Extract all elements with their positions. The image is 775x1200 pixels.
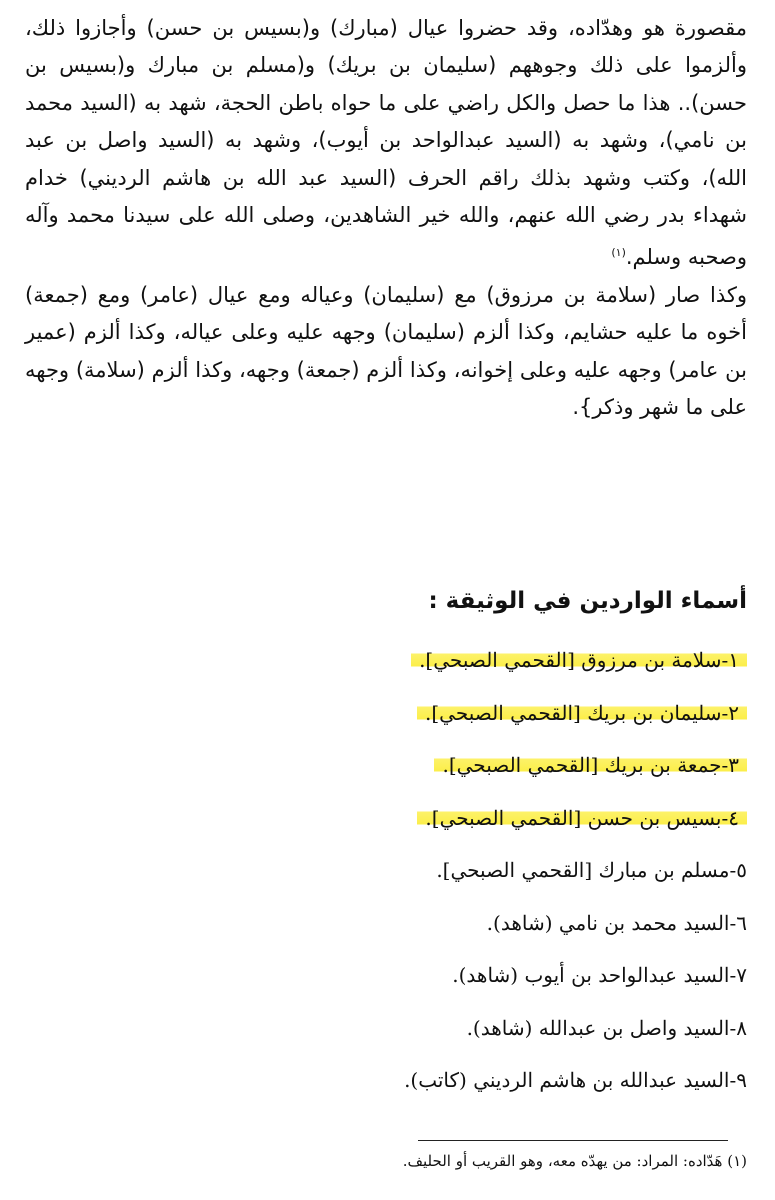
footnote: (١) هَدّاده: المراد: من يهدّه معه، وهو القريب أو الحليف.	[402, 1152, 747, 1170]
footnote-divider	[418, 1140, 728, 1141]
name-item	[147, 1054, 747, 1107]
names-list	[147, 634, 747, 1107]
name-item	[147, 687, 747, 740]
name-text: ٥-مسلم بن مبارك [القحمي الصبحي].	[436, 858, 747, 882]
section-heading: أسماء الواردين في الوثيقة :	[428, 588, 747, 614]
name-item	[147, 739, 747, 792]
name-item	[147, 1002, 747, 1055]
name-item	[147, 897, 747, 950]
name-text: ٧-السيد عبدالواحد بن أيوب (شاهد).	[452, 963, 747, 987]
highlighted-name: ٣-جمعة بن بريك [القحمي الصبحي].	[434, 753, 747, 777]
name-item	[147, 792, 747, 845]
footnote-reference: (١)	[611, 246, 626, 260]
name-item	[147, 949, 747, 1002]
name-item	[147, 634, 747, 687]
paragraph-1-text: مقصورة هو وهدّاده، وقد حضروا عيال (مبارك) و(بسيس بن حسن) وأجازوا ذلك، وألزموا على ذلك وجوههم (سليمان بن بريك) و(مسلم بن مبارك و(بسيس بن حسن).. هذا ما حصل والكل راضي على ما حواه باطن الحجة، شهد به (السيد محمد بن نامي)، وشهد به (السيد عبدالواحد بن أيوب)، وشهد به (السيد واصل بن عبد الله)، وكتب وشهد بذلك راقم الحرف (السيد عبد الله بن هاشم الرديني) خدام شهداء بدر رضي الله عنهم، والله خير الشاهدين، وصلى الله على سيدنا محمد وآله وصحبه وسلم.	[25, 16, 747, 270]
highlighted-name: ١-سلامة بن مرزوق [القحمي الصبحي].	[411, 648, 747, 672]
paragraph-2: وكذا صار (سلامة بن مرزوق) مع (سليمان) وعياله ومع عيال (عامر) ومع (جمعة) أخوه ما عليه حشايم، وكذا ألزم (سليمان) وجهه عليه وعلى عياله، وكذا ألزم (عمير بن عامر) وجهه عليه وعلى إخوانه، وكذا ألزم (جمعة) وجهه، وكذا ألزم (سلامة) وجهه على ما شهر وذكر}.	[25, 282, 747, 420]
highlighted-name: ٤-بسيس بن حسن [القحمي الصبحي].	[417, 806, 747, 830]
body-text	[25, 10, 747, 426]
name-item	[147, 844, 747, 897]
name-text: ٩-السيد عبدالله بن هاشم الرديني (كاتب).	[404, 1068, 747, 1092]
name-text: ٨-السيد واصل بن عبدالله (شاهد).	[466, 1015, 747, 1040]
name-text: ٦-السيد محمد بن نامي (شاهد).	[486, 910, 747, 935]
highlighted-name: ٢-سليمان بن بريك [القحمي الصبحي].	[417, 701, 747, 725]
paragraph-1	[25, 10, 747, 277]
